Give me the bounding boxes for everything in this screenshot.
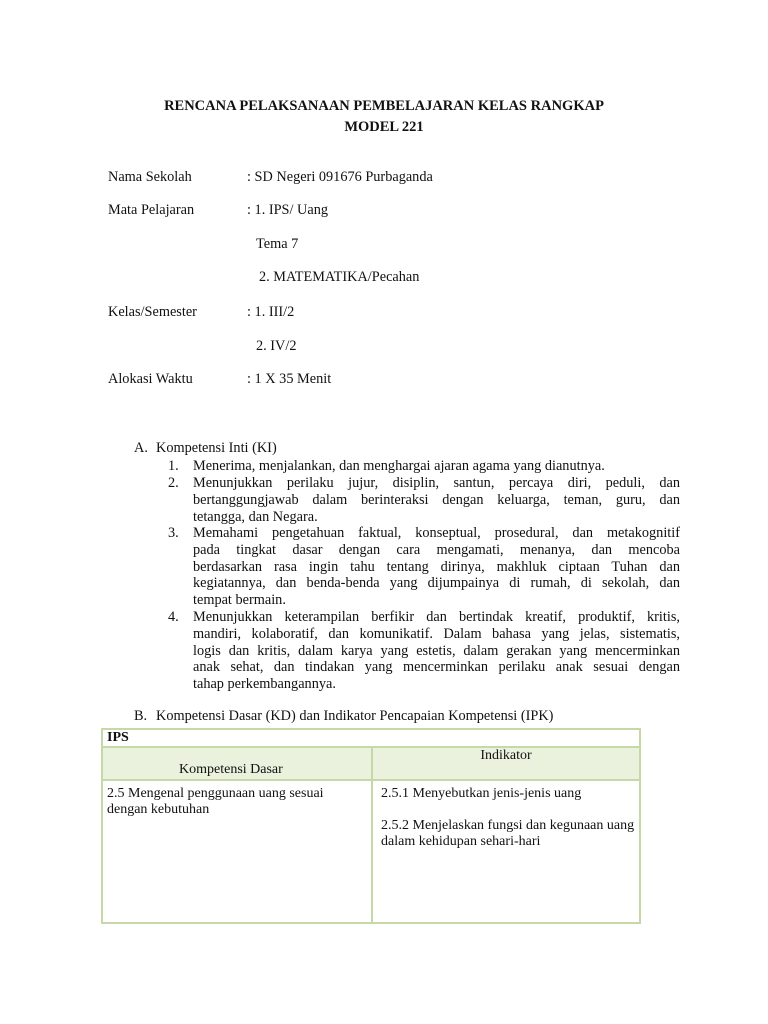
ki-line: Menerima, menjalankan, dan menghargai ajaran agama yang dianutnya.	[193, 458, 605, 474]
mata-pelajaran-label: Mata Pelajaran	[108, 202, 195, 218]
table-header-row	[102, 747, 640, 780]
section-b-title: Kompetensi Dasar (KD) dan Indikator Pencapaian Kompetensi (IPK)	[156, 708, 554, 724]
table-row	[102, 780, 640, 923]
ipk-cell	[372, 780, 640, 923]
ki-line: mandiri, kolaboratif, dan komunikatif. Dalam bahasa yang jelas, sistematis,	[193, 625, 680, 642]
title-line-2: MODEL 221	[344, 119, 424, 135]
ki-line: tetangga, dan Negara.	[193, 508, 318, 525]
kd-cell	[102, 780, 372, 923]
kd-line: 2.5 Mengenal penggunaan uang sesuai	[107, 786, 324, 801]
ki-line: bertanggungjawab dalam berinteraksi dengan keluarga, teman, guru, dan	[193, 491, 680, 508]
kd-text	[107, 781, 367, 818]
ipk-item: 2.5.2 Menjelaskan fungsi dan kegunaan uang dalam kehidupan sehari-hari	[381, 818, 635, 849]
ki-text	[193, 475, 680, 525]
section-a-title: Kompetensi Inti (KI)	[156, 440, 277, 456]
ki-number: 3.	[168, 525, 179, 541]
ki-text	[193, 609, 680, 693]
section-b-heading	[134, 708, 553, 725]
ki-line: pada tingkat dasar dengan cara mengamati, menanya, dan mencoba	[193, 541, 680, 558]
ki-line: tempat bermain.	[193, 592, 286, 609]
ki-text	[193, 458, 680, 475]
subject-cell: IPS	[102, 729, 640, 747]
ki-line: Menunjukkan keterampilan berfikir dan bertindak kreatif, produktif, kritis,	[193, 609, 680, 625]
ki-line: anak sehat, dan tindakan yang mencerminkan perilaku anak sesuai dengan	[193, 659, 680, 676]
header-ipk-label: Indikator	[480, 748, 532, 763]
kelas-2-value: 2. IV/2	[256, 338, 297, 354]
ki-line: tahap perkembangannya.	[193, 676, 336, 693]
ki-line: Memahami pengetahuan faktual, konseptual, prosedural, dan metakognitif	[193, 525, 680, 541]
ki-number: 2.	[168, 475, 179, 491]
section-b-letter: B.	[134, 708, 148, 724]
nama-sekolah-label: Nama Sekolah	[108, 169, 192, 185]
header-kd-cell	[102, 747, 372, 780]
ki-line: kegiatannya, dan benda-benda yang dijumpainya di rumah, di sekolah, dan	[193, 575, 680, 592]
ipk-text	[377, 781, 635, 850]
ki-line: logis dan kritis, dalam karya yang estetis, dalam gerakan yang mencerminkan	[193, 642, 680, 659]
kd-line: dengan kebutuhan	[107, 802, 210, 817]
ki-line: berdasarkan rasa ingin tahu tentang dirinya, makhluk ciptaan Tuhan dan	[193, 558, 680, 575]
mata-pelajaran-value: : 1. IPS/ Uang	[247, 202, 329, 218]
header-ipk-cell	[372, 747, 640, 780]
header-kd-label: Kompetensi Dasar	[179, 762, 283, 777]
section-a-heading	[134, 440, 277, 457]
section-a-letter: A.	[134, 440, 148, 456]
alokasi-waktu-value: : 1 X 35 Menit	[247, 371, 332, 387]
ki-number: 1.	[168, 458, 179, 474]
table-subject-row	[102, 729, 640, 747]
ipk-item: 2.5.1 Menyebutkan jenis-jenis uang	[381, 786, 582, 801]
ki-number: 4.	[168, 609, 179, 625]
kelas-semester-value: : 1. III/2	[247, 304, 295, 320]
nama-sekolah-value: : SD Negeri 091676 Purbaganda	[247, 169, 433, 185]
ki-line: Menunjukkan perilaku jujur, disiplin, santun, percaya diri, peduli, dan	[193, 475, 680, 491]
matematika-value: 2. MATEMATIKA/Pecahan	[259, 269, 420, 285]
alokasi-waktu-label: Alokasi Waktu	[108, 371, 193, 387]
kd-ipk-table	[101, 728, 641, 924]
tema-value: Tema 7	[256, 236, 299, 252]
ki-text	[193, 525, 680, 609]
title-line-1: RENCANA PELAKSANAAN PEMBELAJARAN KELAS RANGKAP	[164, 98, 604, 114]
kelas-semester-label: Kelas/Semester	[108, 304, 197, 320]
